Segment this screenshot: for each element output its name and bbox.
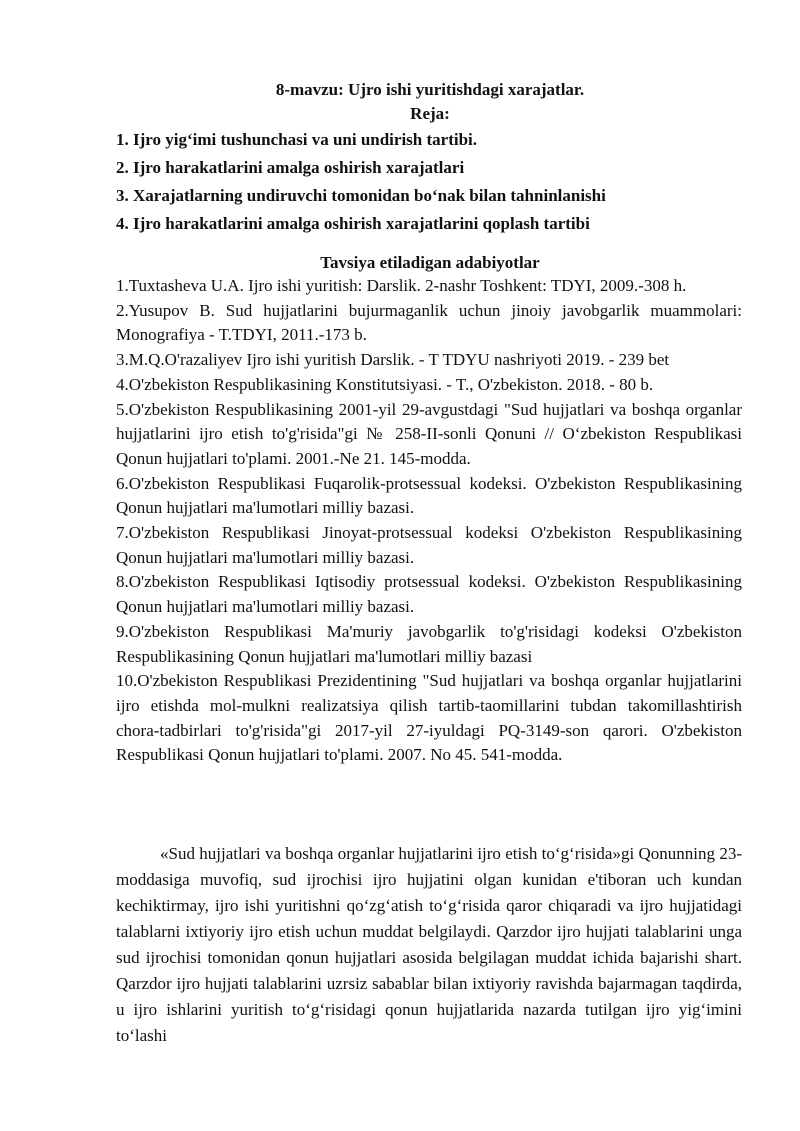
plan-item: 1. Ijro yig‘imi tushunchasi va uni undirish tartibi. xyxy=(116,130,478,149)
plan-item: 2. Ijro harakatlarini amalga oshirish xarajatlari xyxy=(116,158,465,177)
literature-item: 3.M.Q.O'razaliyev Ijro ishi yuritish Darslik. - T TDYU nashriyoti 2019. - 239 bet xyxy=(116,350,670,370)
literature-item: 8.O'zbekiston Respublikasi Iqtisodiy protsessual kodeksi. O'zbekiston Respublikasining Qonun hujjatlari ma'lumotlari milliy bazasi. xyxy=(116,572,742,617)
body-paragraph: «Sud hujjatlari va boshqa organlar hujjatlarini ijro etish to‘g‘risida»gi Qonunning 23-moddasiga muvofiq, sud ijrochisi ijro hujjatini olgan kunidan e'tiboran uch kundan kechiktirmay, ijro ishi yuritishni qo‘zg‘atish to‘g‘risida qaror chiqaradi va ijro hujjatidagi talablarni ixtiyoriy ijro etish uchun muddat belgilaydi. Qarzdor ijro hujjati talablarini unga sud ijrochisi tomonidan qonun hujjatlari asosida belgilagan muddat ichida bajarishi shart. Qarzdor ijro hujjati talablarini uzrsiz sabablar bilan ixtiyoriy ravishda bajarmagan taqdirda, u ijro ishlarini yuritish to‘g‘risidagi qonun hujjatlarida nazarda tutilgan ijro yig‘imini to‘lashi xyxy=(116,844,742,1045)
plan-item: 3. Xarajatlarning undiruvchi tomonidan bo‘nak bilan tahninlanishi xyxy=(116,186,606,205)
literature-item: 6.O'zbekiston Respublikasi Fuqarolik-protsessual kodeksi. O'zbekiston Respublikasining Qonun hujjatlari ma'lumotlari milliy bazasi. xyxy=(116,473,742,518)
literature-title: Tavsiya etiladigan adabiyotlar xyxy=(320,253,540,272)
plan-item: 4. Ijro harakatlarini amalga oshirish xarajatlarini qoplash tartibi xyxy=(116,214,590,233)
literature-item: 4.O'zbekiston Respublikasining Konstitutsiyasi. - T., O'zbekiston. 2018. - 80 b. xyxy=(116,374,654,394)
literature-list xyxy=(116,274,742,768)
literature-item: 5.O'zbekiston Respublikasining 2001-yil 29-avgustdagi "Sud hujjatlari va boshqa organlar hujjatlarini ijro etish to'g'risida"gi № 258-II-sonli Qonuni // O‘zbekiston Respublikasi Qonun hujjatlari to'plami. 2001.-Ne 21. 145-modda. xyxy=(116,399,742,468)
topic-title: 8-mavzu: Ujro ishi yuritishdagi xarajatlar. xyxy=(275,80,585,99)
literature-item: 7.O'zbekiston Respublikasi Jinoyat-protsessual kodeksi O'zbekiston Respublikasining Qonun hujjatlari ma'lumotlari milliy bazasi. xyxy=(116,523,742,567)
plan-list xyxy=(116,126,756,238)
body-text xyxy=(116,841,742,1049)
literature-item: 10.O'zbekiston Respublikasi Prezidentining "Sud hujjatlari va boshqa organlar hujjatlarini ijro etishda mol-mulkni realizatsiya qilish tartib-taomillarini tubdan takomillashtirish chora-tadbirlari to'g'risida"gi 2017-yil 27-iyuldagi PQ-3149-son qarori. O'zbekiston Respublikasi Qonun hujjatlari to'plami. 2007. No 45. 541-modda. xyxy=(116,671,742,765)
literature-item: 9.O'zbekiston Respublikasi Ma'muriy javobgarlik to'g'risidagi kodeksi O'zbekiston Respublikasining Qonun hujjatlari ma'lumotlari milliy bazasi xyxy=(116,621,742,666)
literature-item: 2.Yusupov B. Sud hujjatlarini bujurmaganlik uchun jinoiy javobgarlik muammolari: Monografiya - T.TDYI, 2011.-173 b. xyxy=(116,300,742,345)
plan-label: Reja: xyxy=(410,104,450,123)
literature-item: 1.Tuxtasheva U.A. Ijro ishi yuritish: Darslik. 2-nashr Toshkent: TDYI, 2009.-308 h. xyxy=(116,276,687,295)
